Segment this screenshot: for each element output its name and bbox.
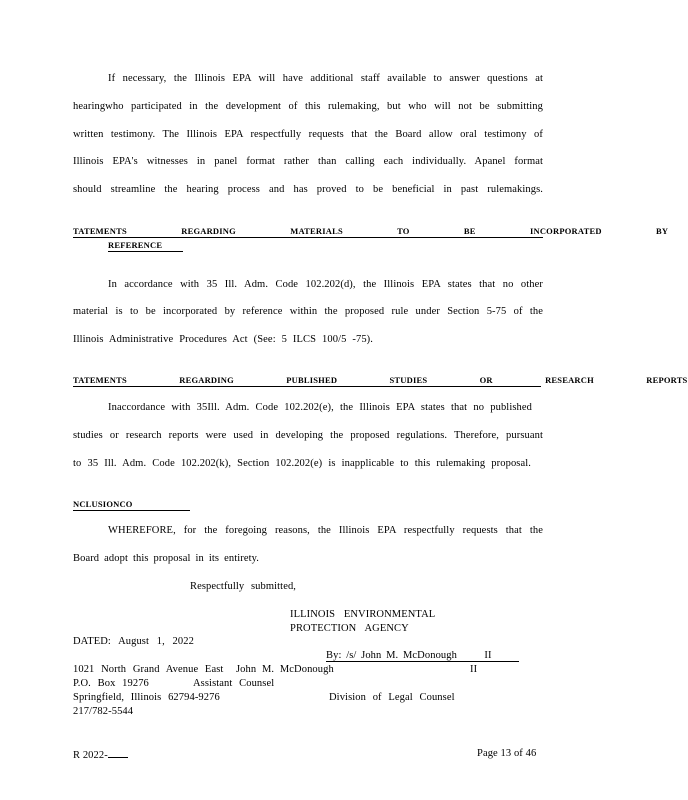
paragraph-line: written testimony. The Illinois EPA respectfully requests that the Board allow oral testimony of bbox=[73, 129, 543, 140]
paragraph-line: Inaccordance with 35Ill. Adm. Code 102.202(e), the Illinois EPA states that no published bbox=[108, 402, 532, 413]
agency-name: ILLINOIS ENVIRONMENTAL bbox=[290, 609, 436, 620]
section-heading-reference: REFERENCE bbox=[108, 240, 183, 252]
agency-name-line2: PROTECTION AGENCY bbox=[290, 623, 409, 634]
signature-suffix: II bbox=[457, 650, 519, 662]
docket-number: R 2022- bbox=[73, 750, 108, 761]
signature-by: By: /s/ John M. McDonough bbox=[326, 650, 457, 661]
address-phone: 217/782-5544 bbox=[73, 706, 134, 717]
paragraph-line: to 35 Ill. Adm. Code 102.202(k), Section 102.202(e) is inapplicable to this rulemaking proposal. bbox=[73, 458, 531, 469]
address-city: Springfield, Illinois 62794-9276 bbox=[73, 692, 220, 703]
paragraph-line: material is to be incorporated by reference within the proposed rule under Section 5-75 of the bbox=[73, 306, 543, 317]
paragraph-line: Illinois EPA's witnesses in panel format rather than calling each individually. Apanel format bbox=[73, 156, 543, 167]
signer-name: John M. McDonough bbox=[236, 664, 334, 675]
section-heading-conclusion: NCLUSIONCO bbox=[73, 499, 190, 511]
paragraph-line: Board adopt this proposal in its entirety. bbox=[73, 553, 259, 564]
signature-suffix-2: II bbox=[470, 664, 478, 675]
paragraph-line: studies or research reports were used in developing the proposed regulations. Therefore, pursuant bbox=[73, 430, 543, 441]
paragraph-line: should streamline the hearing process and has proved to be beneficial in past rulemakings. bbox=[73, 184, 543, 195]
section-heading-incorporated: TATEMENTS REGARDING MATERIALS TO BE INCORPORATED BY bbox=[73, 226, 669, 236]
address-street: 1021 North Grand Avenue East bbox=[73, 664, 224, 675]
page-number: Page 13 of 46 bbox=[477, 748, 537, 759]
signature-line bbox=[326, 650, 519, 662]
signer-division: Division of Legal Counsel bbox=[329, 692, 455, 703]
signer-title: Assistant Counsel bbox=[193, 678, 275, 689]
paragraph-line: hearingwho participated in the development of this rulemaking, but who will not be submitting bbox=[73, 101, 543, 112]
paragraph-line: WHEREFORE, for the foregoing reasons, the Illinois EPA respectfully requests that the bbox=[108, 525, 543, 536]
docket-blank bbox=[108, 748, 128, 758]
paragraph-line: In accordance with 35 Ill. Adm. Code 102.202(d), the Illinois EPA states that no other bbox=[108, 279, 543, 290]
paragraph-line: If necessary, the Illinois EPA will have additional staff available to answer questions at bbox=[108, 73, 543, 84]
address-po-box: P.O. Box 19276 bbox=[73, 678, 149, 689]
footer-docket bbox=[73, 748, 128, 761]
section-heading-studies: TATEMENTS REGARDING PUBLISHED STUDIES OR RESEARCH REPORTS bbox=[73, 375, 688, 385]
date-line: DATED: August 1, 2022 bbox=[73, 636, 194, 647]
paragraph-line: Illinois Administrative Procedures Act (See: 5 ILCS 100/5 -75). bbox=[73, 334, 373, 345]
closing-text: Respectfully submitted, bbox=[190, 581, 297, 592]
